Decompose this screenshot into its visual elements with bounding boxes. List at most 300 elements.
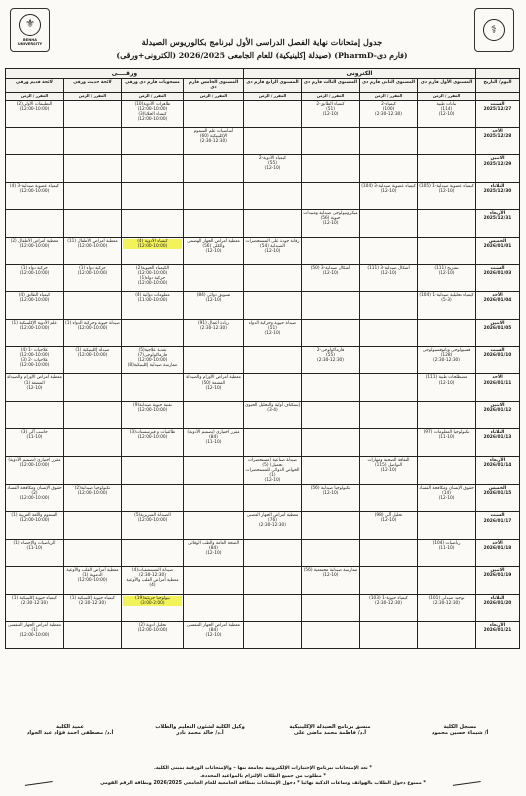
exam-entry: كيمياء تحليلية صيدلية-1 (104) (5-3) — [419, 293, 474, 304]
exam-cell — [5, 292, 63, 319]
day-cell — [476, 347, 520, 374]
faculty-logo — [474, 8, 514, 52]
exam-cell — [243, 100, 301, 127]
exam-cell — [302, 456, 360, 484]
university-logo-caption: BENHA UNIVERSITY — [17, 37, 43, 46]
signature-role: مسجل الكلية — [443, 724, 477, 730]
exam-entry: توحيد صيدلى (101) (2:30-12:30) — [428, 595, 465, 606]
exam-cell — [63, 484, 121, 511]
exam-entry: تحليل أدوية (2) (12:00-10:00) — [137, 622, 168, 633]
signature-name: أ.د/ فاطمة محمد ماضى على — [293, 730, 367, 737]
signature-role: وكيل الكلية لشئون التعليم والطلاب — [155, 724, 245, 730]
exam-cell — [302, 484, 360, 511]
exam-cell — [243, 264, 301, 291]
day-cell — [476, 429, 520, 456]
exam-date: 2026/01/14 — [483, 462, 512, 468]
day-cell — [476, 155, 520, 182]
exam-cell — [243, 182, 301, 209]
exam-cell — [121, 374, 183, 401]
exam-cell — [302, 237, 360, 264]
exam-entry: معطية أمراض الجهاز العصبى (76) (2:30-12:30) — [246, 513, 299, 529]
exam-entry: مصطلحات طبية (111) (12-10) — [425, 375, 468, 386]
exam-entry: معطية أمراض الجهاز الهضمى والكلى (56) (12-10) — [187, 238, 240, 254]
exam-cell — [63, 264, 121, 291]
exam-entry: كيمياء عضوية صيدلية-3 (104) (12-10) — [361, 183, 416, 194]
band-electronic: الكترونى — [243, 69, 475, 79]
exam-entry: الكيمياء الحيوية(2) (12:00-10:00) حركية دواء(1) (12:00-10:00) — [135, 265, 169, 287]
exam-cell — [360, 567, 418, 594]
exam-cell — [5, 374, 63, 401]
exam-cell — [418, 182, 476, 209]
day-name: الأحد — [492, 293, 503, 299]
signature-coordinator — [270, 724, 390, 736]
table-row — [5, 100, 519, 127]
exam-cell — [360, 100, 418, 127]
day-name: الخميس — [488, 238, 507, 244]
exam-entry: حركية دواء (1) (12:00-10:00) — [77, 265, 108, 276]
exam-cell — [418, 292, 476, 319]
exam-cell — [5, 264, 63, 291]
exam-cell — [5, 100, 63, 127]
exam-date: 2026/01/01 — [483, 243, 512, 249]
exam-date: 2025/12/27 — [483, 106, 512, 112]
exam-cell — [302, 100, 360, 127]
exam-cell — [63, 127, 121, 154]
exam-cell — [183, 374, 243, 401]
exam-entry: معطية أمراض الجهاز التنفسى (84) (12-10) — [186, 622, 241, 639]
exam-entry: كيمياء-2 (100) (2:30-12:30) — [375, 101, 402, 117]
exam-cell — [63, 374, 121, 401]
exam-entry: معلومات دوائية (4) (11:00-10:00) — [135, 293, 170, 304]
day-cell — [476, 292, 520, 319]
exam-entry: صيدلة حيوية وحركية الدواء (1) (12:00-10:00) — [65, 320, 120, 331]
exam-cell — [360, 319, 418, 346]
exam-cell — [183, 182, 243, 209]
exam-cell — [183, 621, 243, 648]
day-cell — [476, 484, 520, 511]
table-row — [5, 127, 519, 154]
table-row — [5, 429, 519, 456]
exam-cell — [243, 594, 301, 621]
day-name: السبت — [490, 265, 505, 271]
exam-cell — [243, 539, 301, 566]
exam-cell — [243, 621, 301, 648]
band-spacer — [476, 69, 520, 79]
exam-entry: كيمياء عضوية صيدلية-1 (105) (12-10) — [419, 183, 474, 194]
day-cell — [476, 401, 520, 428]
exam-entry: معطية أمراض الأطفال (11) (12:00-10:00) — [67, 238, 118, 249]
header — [4, 4, 520, 66]
day-name: الثلاثاء — [490, 183, 505, 189]
exam-entry: ظاهرات الأدوية(10) (12:00-10:00) كيمياء الخلايا(3) (12:00-10:00) — [134, 101, 171, 122]
exam-cell — [121, 347, 183, 374]
exam-cell — [302, 621, 360, 648]
exam-cell — [5, 594, 63, 621]
day-cell — [476, 621, 520, 648]
exam-date: 2026/01/17 — [483, 518, 512, 524]
exam-cell — [63, 182, 121, 209]
exam-cell — [5, 429, 63, 456]
exam-cell — [302, 594, 360, 621]
exam-cell — [121, 182, 183, 209]
table-row — [5, 484, 519, 511]
sub-header: المقرر / الزمن — [121, 93, 183, 100]
exam-cell — [418, 237, 476, 264]
table-row — [5, 401, 519, 428]
exam-cell — [360, 401, 418, 428]
exam-entry: تكنولوجيا صيدلية (56) (12-10) — [310, 485, 351, 496]
exam-entry: كيمياء الطابق (4) (12:00-10:00) — [18, 293, 51, 304]
exam-cell — [5, 237, 63, 264]
exam-cell — [418, 155, 476, 182]
day-name: السبت — [490, 348, 505, 354]
exam-cell — [360, 210, 418, 237]
level-header: لائحة قديم ورقى — [5, 79, 63, 93]
exam-date: 2026/01/21 — [483, 628, 512, 634]
exam-cell — [183, 484, 243, 511]
exam-cell — [183, 292, 243, 319]
exam-cell — [5, 621, 63, 648]
exam-entry: الصحة العامة والطب الوقائى (84) (12-10) — [187, 540, 239, 556]
exam-cell — [302, 347, 360, 374]
table-row — [5, 621, 519, 648]
day-name: الاثنين — [490, 402, 505, 408]
exam-cell — [5, 347, 63, 374]
exam-cell — [243, 374, 301, 401]
exam-cell — [302, 264, 360, 291]
exam-date: 2025/12/30 — [483, 188, 512, 194]
exam-cell — [302, 210, 360, 237]
exam-entry: رياضيات (104) (11-10) — [432, 540, 461, 551]
exam-cell — [243, 210, 301, 237]
exam-entry: بيولوجيا جزيئية(19) (3:00-2:00) — [123, 596, 182, 606]
day-name: الأحد — [492, 375, 503, 381]
exam-entry: فسيولوجى وباثوفسيولوجى (128) (2:30-12:30) — [422, 348, 471, 364]
day-cell — [476, 100, 520, 127]
exam-cell — [5, 539, 63, 566]
exam-entry: تكنولوجيا صيدلية(2) (12:00-10:00) — [74, 485, 111, 496]
level-header: المستوى الخامس فارم دى — [183, 79, 243, 93]
day-cell — [476, 210, 520, 237]
exam-cell — [302, 127, 360, 154]
exam-cell — [243, 319, 301, 346]
day-cell — [476, 594, 520, 621]
table-row — [5, 292, 519, 319]
exam-entry: حاسب آلى (3) (11-10) — [21, 430, 48, 441]
exam-entry: الصيدلة السريرية(5) (12:00-10:00) — [134, 513, 171, 524]
exam-cell — [121, 512, 183, 539]
day-cell — [476, 456, 520, 484]
exam-cell — [360, 237, 418, 264]
page-subtitle: (فارم دى-PharmD) (صيدلة إكلينيكية) للعام الجامعى 2026/2025 (الكترونى+ورقى) — [116, 51, 408, 60]
signature-vice-dean — [140, 724, 260, 736]
exam-cell — [360, 594, 418, 621]
exam-entry: أشكال صيدلية-3 (50) (12-10) — [310, 265, 351, 276]
day-cell — [476, 264, 520, 291]
exam-cell — [121, 264, 183, 291]
exam-date: 2026/01/05 — [483, 325, 512, 331]
exam-cell — [360, 621, 418, 648]
sub-header: المقرر / الزمن — [302, 93, 360, 100]
exam-cell — [63, 512, 121, 539]
exam-cell — [243, 292, 301, 319]
day-name: الاثنين — [490, 156, 505, 162]
exam-entry: فارماكولوجى-2 (55) (2:30-12:30) — [316, 348, 345, 364]
exam-cell — [183, 100, 243, 127]
exam-entry: كيمياء الطابق-2 (51) (12-10) — [316, 101, 345, 117]
exam-date: 2025/12/31 — [483, 216, 512, 222]
table-row — [5, 512, 519, 539]
exam-cell — [5, 567, 63, 594]
exam-cell — [302, 539, 360, 566]
exam-entry: صيدلة صناعية (مستحضرات تجميل) (5) الخواص الدوائى للمستحضرات (1) (12-10) — [245, 457, 300, 483]
exam-cell — [63, 100, 121, 127]
exam-cell — [121, 621, 183, 648]
signature-dean — [10, 724, 130, 736]
table-row — [5, 594, 519, 621]
exam-entry: صيدلة إكلينيكية (1) (12:00-10:00) — [75, 348, 110, 359]
exam-cell — [63, 401, 121, 428]
exam-entry: مقرر اختيارى (تصميم الأدوية) (84) (11-10) — [187, 430, 240, 446]
exam-date: 2026/01/04 — [483, 298, 512, 304]
exam-cell — [5, 182, 63, 209]
note: * تعد الإمتحانات ببرنامج الإختبارات الإلكترونية بجامعة بنها – والإمتحانات الورقية بمبنى الكلية. — [154, 766, 372, 771]
exam-cell — [183, 567, 243, 594]
exam-entry: علم الأدوية الإكلينيكية (1) (12:00-10:00) — [11, 320, 58, 331]
table-row — [5, 182, 519, 209]
exam-cell — [63, 429, 121, 456]
day-cell — [476, 512, 520, 539]
exam-date: 2025/12/28 — [483, 134, 512, 140]
exam-cell — [183, 210, 243, 237]
sub-header: المقرر / الزمن — [63, 93, 121, 100]
exam-date: 2026/01/18 — [483, 545, 512, 551]
sub-header: المقرر / الزمن — [5, 93, 63, 100]
exam-cell — [243, 127, 301, 154]
exam-cell — [360, 347, 418, 374]
exam-cell — [183, 319, 243, 346]
table-row — [5, 539, 519, 566]
level-header: المستوى الأول فارم دى — [418, 79, 476, 93]
exam-cell — [121, 484, 183, 511]
exam-cell — [63, 456, 121, 484]
exam-cell — [418, 401, 476, 428]
exam-date: 2026/01/19 — [483, 573, 512, 579]
exam-cell — [243, 512, 301, 539]
exam-entry: الثقافة الصحية ومهارات التواصل (115) (12-10) — [367, 457, 410, 473]
exam-cell — [63, 292, 121, 319]
exam-cell — [418, 264, 476, 291]
exam-cell — [418, 621, 476, 648]
exam-entry: صيدلة حيوية وحركية الدواء (51) (12-10) — [248, 320, 297, 336]
exam-entry: تشريح (111) (12-10) — [434, 265, 459, 276]
university-logo — [10, 8, 50, 52]
table-row — [5, 456, 519, 484]
exam-date: 2025/12/29 — [483, 161, 512, 167]
exam-cell — [121, 100, 183, 127]
exam-cell — [63, 155, 121, 182]
exam-date: 2026/01/11 — [483, 380, 512, 386]
exam-cell — [360, 292, 418, 319]
day-name: الأربعاء — [489, 622, 506, 628]
exam-cell — [183, 127, 243, 154]
exam-cell — [418, 374, 476, 401]
signature-role: منسق برنامج الصيدلة الإكلينيكية — [289, 724, 371, 730]
exam-cell — [418, 567, 476, 594]
exam-entry: أساسيات علم السموم الإكلينيكية (60) (2:30-12:30) — [193, 128, 234, 145]
sub-header: المقرر / الزمن — [243, 93, 301, 100]
exam-cell — [121, 210, 183, 237]
table-row — [5, 210, 519, 237]
day-name: الاثنين — [490, 320, 505, 326]
table-row — [5, 155, 519, 182]
table-row — [5, 374, 519, 401]
exam-cell — [183, 456, 243, 484]
exam-cell — [418, 100, 476, 127]
exam-cell — [360, 456, 418, 484]
exam-cell — [183, 512, 243, 539]
exam-cell — [243, 155, 301, 182]
footer-notes — [26, 766, 500, 789]
exam-cell — [418, 594, 476, 621]
exam-entry: تقنية حيوية صيدلية(9) (12:00-10:00) — [133, 402, 172, 413]
level-header: المستوى الثانى فارم دى — [360, 79, 418, 93]
footer — [6, 724, 520, 792]
exam-cell — [183, 401, 243, 428]
exam-cell — [360, 539, 418, 566]
day-name: الاثنين — [490, 568, 505, 574]
table-row — [5, 567, 519, 594]
exam-entry: معطية أمراض الأورام والصيدلة المشعة (1) (12-10) — [6, 375, 62, 391]
level-header: لائحة حديث ورقى — [63, 79, 121, 93]
day-cell — [476, 182, 520, 209]
exam-cell — [302, 401, 360, 428]
exam-date: 2026/01/13 — [483, 435, 512, 441]
exam-entry: معطية أمراض القلب والأوعية الدموية (1) (12:00-10:00) — [66, 568, 119, 584]
exam-entry: حقوق الإنسان ومكافحة الفساد (2) (12:00-10:00) — [7, 485, 62, 502]
page-title: جدول إمتحانات نهاية الفصل الدراسى الأول لبرنامج بكالوريوس الصيدلة — [141, 37, 383, 47]
note: * ممنوع دخول الطلاب بالهواتف وساعات الذكية نهائيا * دخول الإمتحانات ببطاقة الجامعية للعام الجامعى 2026/2025 وبطاقة الرقم القومى — [100, 781, 426, 787]
exam-cell — [63, 594, 121, 621]
exam-cell — [183, 155, 243, 182]
exam-entry: إستكتاف أولية والتحليل الحيوى (4-3) — [245, 402, 300, 413]
exam-entry: ريادة أعمال (91) (2:30-12:30) — [197, 320, 229, 331]
sub-header — [476, 93, 520, 100]
day-cell — [476, 567, 520, 594]
table-row — [5, 319, 519, 346]
exam-entry: تحليل آلى (98) (12-10) — [374, 513, 403, 524]
exam-cell — [63, 210, 121, 237]
exam-date: 2026/01/10 — [483, 353, 512, 359]
exam-entry: السموم واللغة العربية (1) (12:00-10:00) — [11, 513, 58, 524]
day-cell — [476, 539, 520, 566]
exam-date: 2026/01/12 — [483, 408, 512, 414]
exam-entry: معطية أمراض الأورام والصيدلة المشعة (50) (12-10) — [185, 375, 241, 391]
exam-entry: تكنولوجيا المعلومات (97) (11-10) — [423, 430, 470, 441]
exam-cell — [5, 456, 63, 484]
exam-table — [5, 68, 520, 649]
exam-entry: تسويق دوائى (84) (12-10) — [196, 293, 231, 304]
exam-entry: التطبيقات الأولى(2) (12:00-10:00) — [16, 101, 53, 112]
exam-cell — [121, 292, 183, 319]
exam-cell — [418, 484, 476, 511]
day-name: الثلاثاء — [490, 595, 505, 601]
day-cell — [476, 127, 520, 154]
exam-cell — [63, 567, 121, 594]
pharmacy-emblem-icon: ⚕ — [483, 19, 505, 41]
exam-cell — [302, 567, 360, 594]
exam-cell — [302, 319, 360, 346]
level-header: المستوى الثالث فارم دى — [302, 79, 360, 93]
exam-cell — [121, 539, 183, 566]
signature-name: أ.د/ خالد محمد نادر — [176, 730, 224, 737]
exam-cell — [183, 539, 243, 566]
exam-cell — [418, 456, 476, 484]
exam-cell — [302, 182, 360, 209]
exam-cell — [5, 319, 63, 346]
signature-role: عميد الكلية — [55, 724, 85, 730]
day-name: السبت — [490, 101, 505, 107]
exam-date: 2026/01/20 — [483, 600, 512, 606]
exam-cell — [63, 539, 121, 566]
exam-entry: حقوق الإنسان ومكافحة الفساد (14) (12-10) — [419, 485, 474, 502]
exam-cell — [243, 347, 301, 374]
exam-cell — [360, 429, 418, 456]
day-name: الأربعاء — [489, 457, 506, 463]
exam-cell — [360, 512, 418, 539]
exam-cell — [121, 319, 183, 346]
exam-cell — [183, 594, 243, 621]
exam-cell — [360, 127, 418, 154]
exam-cell — [63, 347, 121, 374]
exam-cell — [121, 127, 183, 154]
exam-cell — [121, 456, 183, 484]
exam-entry: ممارسة صيدلية مجتمعية (56) (12-10) — [303, 568, 358, 579]
exam-cell — [302, 374, 360, 401]
exam-cell — [121, 567, 183, 594]
day-name: الأربعاء — [489, 211, 506, 217]
signature-name: أ.د/ مصطفى احمد فؤاد عبد الجواد — [26, 730, 114, 737]
level-header: مسحوبات فارم دى ورقى — [121, 79, 183, 93]
exam-cell — [418, 319, 476, 346]
day-date-header: اليوم/ التاريخ — [476, 79, 520, 93]
sub-header: المقرر / الزمن — [418, 93, 476, 100]
exam-schedule-sheet — [4, 4, 520, 792]
day-cell — [476, 237, 520, 264]
day-name: الخميس — [488, 485, 507, 491]
exam-cell — [243, 456, 301, 484]
day-name: الثلاثاء — [490, 430, 505, 436]
exam-cell — [121, 155, 183, 182]
exam-cell — [418, 539, 476, 566]
exam-entry: علاجيات -1 (4) (12:00-10:00) علاجيات -2 (3) (12:00-10:00) — [19, 348, 50, 369]
day-name: الأحد — [492, 128, 503, 134]
exam-cell — [302, 429, 360, 456]
exam-cell — [302, 512, 360, 539]
exam-entry: كيمياء حيوية إكلينيكية (1) (2:30-12:30) — [70, 595, 115, 606]
exam-cell — [418, 429, 476, 456]
exam-cell — [5, 127, 63, 154]
exam-entry: كيمياء الأدوية-2 (55) (12-10) — [258, 156, 287, 172]
exam-cell — [243, 401, 301, 428]
exam-entry: كيمياء الأدوية (4) (12:00-10:00) — [123, 239, 182, 249]
day-name: السبت — [490, 513, 505, 519]
exam-entry: كيمياء حيوية-1 (103) (2:30-12:30) — [369, 595, 408, 606]
exam-cell — [63, 621, 121, 648]
exam-date: 2026/01/03 — [483, 271, 512, 277]
band-paper: ورقــــى — [5, 69, 243, 79]
exam-entry: معطية أمراض الجهاز التنفسى (1) (12:00-10:00) — [7, 622, 62, 639]
